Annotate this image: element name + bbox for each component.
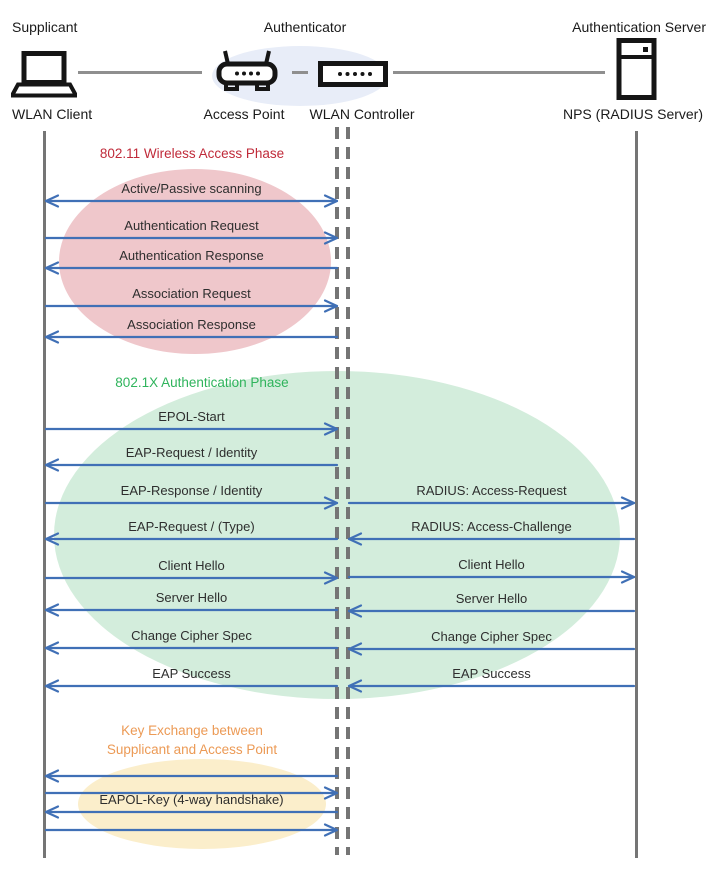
message-arrow-change-cipher-spec <box>349 644 634 655</box>
actor-label-authentication-server: Authentication Server <box>572 19 706 35</box>
message-label-server-hello: Server Hello <box>155 590 228 605</box>
message-arrow-association-response <box>46 332 337 343</box>
phase1-title: 802.11 Wireless Access Phase <box>99 146 285 161</box>
phase3-title-line2: Supplicant and Access Point <box>106 742 278 757</box>
message-arrow-radius-access-request <box>349 498 634 509</box>
message-arrow-unlabeled-19 <box>46 771 337 782</box>
message-label-eap-request-identity: EAP-Request / Identity <box>125 445 258 460</box>
message-label-server-hello: Server Hello <box>455 591 528 606</box>
role-label-wlan-client: WLAN Client <box>12 106 93 122</box>
message-label-change-cipher-spec: Change Cipher Spec <box>131 628 252 643</box>
role-label-nps-radius-server: NPS (RADIUS Server) <box>562 106 704 122</box>
message-arrow-client-hello <box>46 573 337 584</box>
message-arrow-eap-request-type <box>46 534 337 545</box>
message-arrow-radius-access-challenge <box>349 534 634 545</box>
message-arrow-server-hello <box>46 605 337 616</box>
phase3-title-line1: Key Exchange between <box>121 723 263 738</box>
message-label-client-hello: Client Hello <box>458 557 525 572</box>
message-label-association-response: Association Response <box>127 317 256 332</box>
message-label-association-request: Association Request <box>132 286 251 301</box>
role-label-wlan-controller: WLAN Controller <box>309 106 415 122</box>
message-arrow-association-request <box>46 301 337 312</box>
message-arrow-client-hello <box>349 572 634 583</box>
message-arrow-active-passive-scanning <box>46 196 337 207</box>
message-arrow-eap-request-identity <box>46 460 337 471</box>
message-arrow-eap-success <box>46 681 337 692</box>
message-label-authentication-request: Authentication Request <box>124 218 259 233</box>
message-label-change-cipher-spec: Change Cipher Spec <box>431 629 552 644</box>
message-arrow-epol-start <box>46 424 337 435</box>
role-label-access-point: Access Point <box>203 106 285 122</box>
message-arrow-eap-response-identity <box>46 498 337 509</box>
message-arrow-server-hello <box>349 606 634 617</box>
actor-label-authenticator: Authenticator <box>263 19 347 35</box>
message-label-radius-access-challenge: RADIUS: Access-Challenge <box>411 519 572 534</box>
message-label-active-passive-scanning: Active/Passive scanning <box>121 181 262 196</box>
message-label-authentication-response: Authentication Response <box>119 248 264 263</box>
message-label-eap-response-identity: EAP-Response / Identity <box>120 483 263 498</box>
message-arrow-eapol-key-4-way-handshake <box>46 807 337 818</box>
message-arrow-unlabeled-22 <box>46 825 337 836</box>
message-label-eap-success: EAP Success <box>452 666 531 681</box>
message-label-epol-start: EPOL-Start <box>158 409 225 424</box>
message-arrow-eap-success <box>349 681 634 692</box>
message-label-eap-request-type: EAP-Request / (Type) <box>128 519 255 534</box>
phase2-title: 802.1X Authentication Phase <box>115 375 289 390</box>
message-arrow-authentication-request <box>46 233 337 244</box>
message-arrow-authentication-response <box>46 263 337 274</box>
message-arrow-change-cipher-spec <box>46 643 337 654</box>
actor-label-supplicant: Supplicant <box>12 19 78 35</box>
message-label-radius-access-request: RADIUS: Access-Request <box>416 483 567 498</box>
message-label-client-hello: Client Hello <box>158 558 225 573</box>
message-label-eapol-key-4-way-handshake: EAPOL-Key (4-way handshake) <box>99 792 284 807</box>
message-label-eap-success: EAP Success <box>152 666 231 681</box>
